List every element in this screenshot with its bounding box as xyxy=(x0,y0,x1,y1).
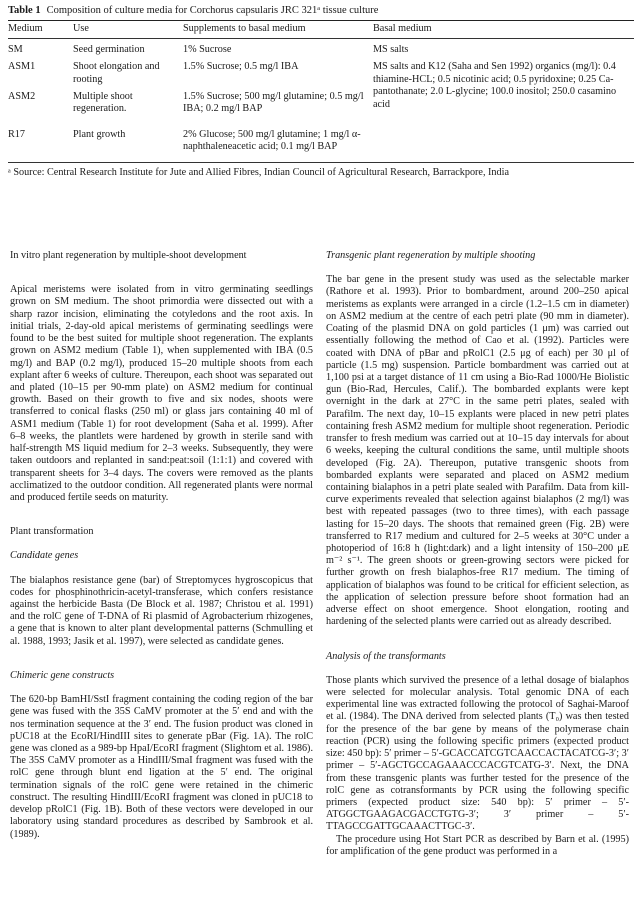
table-caption xyxy=(8,4,634,20)
subsection-heading: Chimeric gene constructs xyxy=(10,669,115,681)
table-1 xyxy=(8,4,634,180)
table-footnote: ᵃ Source: Central Research Institute for Jute and Allied Fibres, Indian Council of Agricultural Research, Barrackpore, India xyxy=(8,166,509,178)
table-row xyxy=(8,44,634,57)
cell-medium: R17 xyxy=(8,128,25,140)
body-paragraph: The 620-bp BamHI/SstI fragment containing the coding region of the bar gene was fused with the 35S CaMV promoter at the 5′ end and with the nos termination sequence at the 3′ end. The fusion product was cloned in pUC18 at the EcoRI/HindIII sites to generate pBar (Fig. 1A). The rolC gene was cloned as a 989-bp HpaI/EcoRI fragment (Slightom et al. 1986). The 35S CaMV promoter as a HindIII/SmaI fragment was fused with the rolC gene through blunt end ligation at the 5′ end. The original termination signals of the rolC gene were retained in the chimeric construct. The resulting HindIII/EcoRI fragment was cloned in pUC18 to develop pRolC1 (Fig. 1B). Both of these vectors were developed in our laboratory using standard procedures as described by Sambrook et al. (1989). xyxy=(10,694,313,840)
table-label: Table 1 xyxy=(8,5,41,16)
cell-supplements: 1.5% Sucrose; 0.5 mg/l IBA xyxy=(183,61,299,73)
cell-medium: ASM1 xyxy=(8,61,36,73)
cell-medium: SM xyxy=(8,43,23,55)
table-header-row xyxy=(8,21,634,38)
cell-supplements: 1% Sucrose xyxy=(183,43,232,55)
col-header-medium: Medium xyxy=(8,23,43,34)
cell-supplements: 2% Glucose; 500 mg/l glutamine; 1 mg/l α-naphthaleneacetic acid; 0.1 mg/l BAP xyxy=(183,128,361,153)
table-bottom-rule xyxy=(8,162,634,163)
col-header-use: Use xyxy=(73,23,89,34)
body-paragraph: The procedure using Hot Start PCR as described by Barn et al. (1995) for amplification of the gene product was performed in a xyxy=(326,833,629,857)
subsection-heading: Transgenic plant regeneration by multiple shooting xyxy=(326,250,536,261)
left-column xyxy=(10,250,313,841)
cell-basal: MS salts xyxy=(373,43,409,55)
cell-use: Seed germination xyxy=(73,43,145,55)
section-heading: Plant transformation xyxy=(10,526,94,538)
cell-use: Shoot elongation and rooting xyxy=(73,61,160,85)
cell-use: Plant growth xyxy=(73,128,126,140)
subsection-heading: Candidate genes xyxy=(10,550,79,562)
table-row xyxy=(8,91,634,116)
table-row xyxy=(8,129,634,154)
cell-basal xyxy=(373,91,634,116)
cell-basal xyxy=(373,129,634,154)
table-caption-text: Composition of culture media for Corchorus capsularis JRC 321ᵃ tissue culture xyxy=(46,5,379,16)
cell-use: Multiple shoot regeneration. xyxy=(73,90,133,115)
cell-supplements: 1.5% Sucrose; 500 mg/l glutamine; 0.5 mg/l IBA; 0.2 mg/l BAP xyxy=(183,90,364,115)
col-header-supplements: Supplements to basal medium xyxy=(183,23,306,34)
col-header-basal: Basal medium xyxy=(373,23,432,34)
cell-basal: MS salts and K12 (Saha and Sen 1992) organics (mg/l): 0.4 thiamine-HCL; 0.5 nicotinic acid; 0.5 pyridoxine; 0.25 Ca-pantothanate; 2.0 L-glycine; 100.0 inositol; 250.0 casamino acid xyxy=(373,61,617,110)
subsection-heading: Analysis of the transformants xyxy=(326,650,446,662)
right-column xyxy=(326,250,629,858)
section-heading: In vitro plant regeneration by multiple-shoot development xyxy=(10,250,247,261)
body-paragraph: Those plants which survived the presence of a lethal dosage of bialaphos were selected for molecular analysis. Total genomic DNA of each experimental line was extracted following the protocol of Saghai-Maroof et al. (1984). The DNA derived from selected plants (T₀) was then tested for the presence of the bar gene by means of the polymerase chain reaction (PCR) using the following specific primers (expected product size: 450 bp): 5′ primer – 5′-GCACCATCGTCAACCACTACATCG-3′; 3′ primer – 5′-AGCTGCCAGAAACCCACGTCATG-3′. Next, the DNA from these transgenic plants was further tested for the presence of the rolC gene as cotransformants by PCR using the following specific primers (expected product size: 540 bp): 5′ primer – 5′-ATGGCTGAAGACGACCTGTG-3′; 3′ primer – 5′-TTAGCCGATTGCAAACTTGC-3′. xyxy=(326,674,629,833)
body-paragraph: The bialaphos resistance gene (bar) of Streptomyces hygroscopicus that codes for phosphinothricin-acetyl-transferase, which confers resistance against the herbicide Basta (De Block et al. 1987; Christou et al. 1991) and the rolC gene of T-DNA of Ri plasmid of Agrobacterium rhizogenes, a gene that is known to alter plant developmental patterns (Schmulling et al. 1988, 1993; Jasik et al. 1997), were selected as candidate genes. xyxy=(10,574,313,647)
table-body xyxy=(8,39,634,162)
cell-medium: ASM2 xyxy=(8,90,36,102)
body-paragraph: The bar gene in the present study was used as the selectable marker (Rathore et al. 1993). Prior to bombardment, around 200–250 apical meristems as explants were arranged in a circle (1.2–1.5 cm in diameter) on ASM2 medium at the centre of each petri plate (90 mm in diameter). Coating of the plasmid DNA on gold particles (1 μm) was carried out essentially following the method of Cao et al. (1992). Particles were coated with DNA of pBar and pRolC1 (2.5 μg of each) per 30 μl of particle (1.5 mg) suspension. Particle bombardment was carried out at 1,100 psi at a target distance of 11 cm using a Bio-Rad 1000/He Biolistic gun (Bio-Rad, Hercules, Calif.). The bombarded explants were kept overnight in the dark at 27°C in the same petri plates, sealed with Parafilm. The next day, 10–15 explants were placed in new petri plates containing fresh ASM2 medium for multiple shoot regeneration. Periodic transfer to fresh medium was carried out at 10–15 day intervals for about 6 weeks, keeping the cultural conditions the same, until multiple shoots developed (Fig. 2A). Thereupon, putative transgenic shoots from bombarded explants were separated and placed on ASM2 medium containing bialaphos in a petri plate sealed with Parafilm. Data from kill-curve experiments revealed that selection against bialaphos (2 mg/l) was best with repeated passages (two to three times), with each passage lasting for 15–20 days. The shoots that remained green (Fig. 2B) were transferred to R17 medium and cultured for 2–5 weeks at 30°C under a photoperiod of 16:8 h (light:dark) and a light intensity of 150–200 μE m⁻² s⁻¹. The green shoots or green-growing sectors were picked for further growth on fresh bialaphos-free R17 medium. The timing of application of bialaphos was found to be critical for efficient selection, as the application of selection pressure before shoot formation had an adverse effect on shoot emergence. Shoot elongation, rooting and hardening of the selected plants were carried out as already described. xyxy=(326,274,629,628)
body-paragraph: Apical meristems were isolated from in vitro germinating seedlings grown on SM medium. The shoot primordia were dissected out with a sharp razor incision, eliminating the cotyledons and the root axis. In initial trials, 2-day-old apical meristems of germinating seedlings were found to be the best suited for multiple shoot regeneration. The explants grown on ASM2 medium (Table 1), when supplemented with IBA (0.5 mg/l) and BAP (0.2 mg/l), produced 15–20 multiple shoots from each explant after 6 weeks of culture. Thereupon, each shoot was separated out and plated (10–15 per 90-mm plate) on ASM2 medium for continual growth. Based on their growth to five and six nodes, shoots were transferred to conical flasks (250 ml) or glass jars containing 40 ml of ASM1 medium (Table 1) for root development (Saha et al. 1999). After 6–8 weeks, the plantlets were hardened by growth in sterile sand with half-strength MS liquid medium for 2–3 weeks. Subsequently, they were taken outdoors and replanted in sand:peat:soil (1:1:1) and covered with transparent sheets for 3–4 days. The covers were removed as the plants acclimatized to the outdoor condition. All regenerated plants were normal and produced fertile seeds on maturity. xyxy=(10,284,313,503)
